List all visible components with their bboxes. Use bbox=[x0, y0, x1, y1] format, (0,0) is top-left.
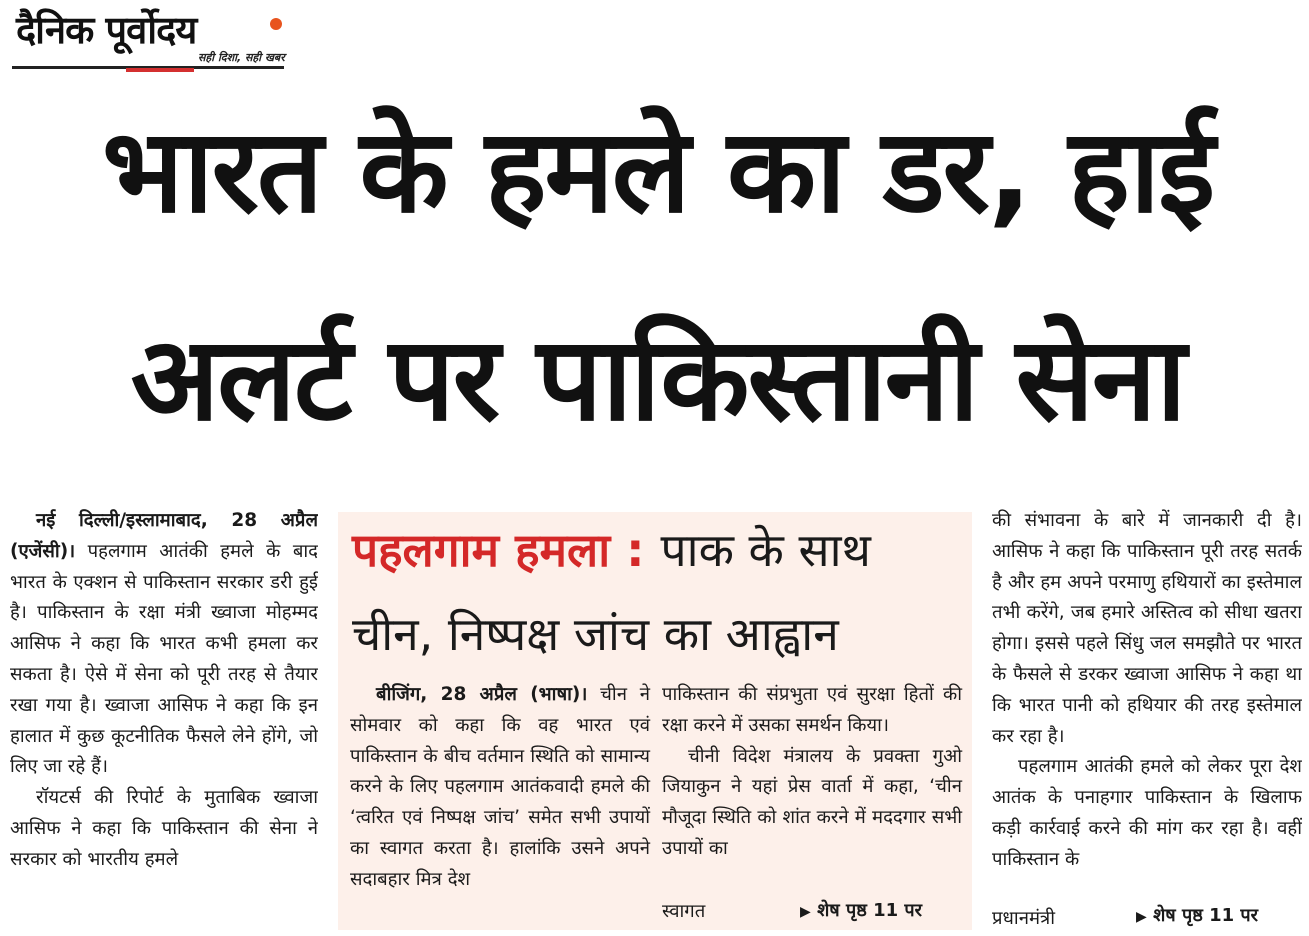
box-column-2 bbox=[662, 680, 962, 865]
right-para-1: की संभावना के बारे में जानकारी दी है। आसिफ ने कहा कि पाकिस्तान पूरी तरह सतर्क है और हम अपने परमाणु हथियारों का इस्तेमाल तभी करेंगे, जब हमारे अस्तित्व को सीधा खतरा होगा। इससे पहले सिंधु जल समझौते पर भारत के फैसले से डरकर ख्वाजा आसिफ ने कहा था कि भारत पानी को हथियार की तरह इस्तेमाल कर रहा है। bbox=[992, 510, 1302, 747]
newspaper-tagline: सही दिशा, सही खबर bbox=[198, 51, 285, 64]
newspaper-name: दैनिक पूर्वोदय bbox=[16, 8, 197, 52]
continued-label: शेष पृष्ठ 11 पर bbox=[817, 900, 922, 921]
subhead-rest: पाक के साथ bbox=[660, 523, 871, 577]
box-col1-text: चीन ने सोमवार को कहा कि वह भारत एवं पाकिस्तान के बीच वर्तमान स्थिति को सामान्य करने के लिए पहलगाम आतंकवादी हमले की ‘त्वरित एवं निष्पक्ष जांच’ समेत सभी उपायों का स्वागत करता है। हालांकि उसने अपने सदाबहार मित्र देश bbox=[350, 684, 650, 890]
box-col2-para-1: पाकिस्तान की संप्रभुता एवं सुरक्षा हितों की रक्षा करने में उसका समर्थन किया। bbox=[662, 684, 962, 736]
dateline: नई दिल्ली/इस्लामाबाद, 28 अप्रैल (एजेंसी)। bbox=[10, 510, 318, 562]
subhead-red: पहलगाम हमला : bbox=[352, 523, 645, 577]
left-para-2: रॉयटर्स की रिपोर्ट के मुताबिक ख्वाजा आसिफ ने कहा कि पाकिस्तान की सेना ने सरकार को भारतीय हमले bbox=[10, 787, 318, 870]
boxed-story bbox=[338, 512, 972, 930]
headline-line-2: अलर्ट पर पाकिस्तानी सेना bbox=[130, 312, 1185, 447]
logo-dot-icon bbox=[270, 18, 282, 30]
masthead-logo bbox=[12, 6, 284, 72]
subhead-line-2: चीन, निष्पक्ष जांच का आह्वान bbox=[352, 607, 839, 661]
right-para-2: पहलगाम आतंकी हमले को लेकर पूरा देश आतंक के पनाहगार पाकिस्तान के खिलाफ कड़ी कार्रवाई करने की मांग कर रहा है। वहीं पाकिस्तान के bbox=[992, 756, 1302, 870]
left-para-1-text: पहलगाम आतंकी हमले के बाद भारत के एक्शन से पाकिस्तान सरकार डरी हुई है। पाकिस्तान के रक्षा मंत्री ख्वाजा मोहम्मद आसिफ ने कहा कि भारत कभी हमला कर सकता है। ऐसे में सेना को पूरी तरह से तैयार रखा गया है। ख्वाजा आसिफ ने कहा कि इन हालात में कुछ कूटनीतिक फैसले लेने होंगे, जो लिए जा रहे हैं। bbox=[10, 540, 318, 778]
subhead-line-1 bbox=[352, 520, 871, 580]
triangle-right-icon: ▶ bbox=[1136, 909, 1147, 925]
box-column-1 bbox=[350, 680, 650, 896]
right-column bbox=[992, 506, 1302, 932]
triangle-right-icon: ▶ bbox=[800, 904, 811, 920]
left-para-1 bbox=[10, 506, 318, 783]
continued-link[interactable] bbox=[800, 898, 922, 922]
left-column bbox=[10, 506, 318, 932]
right-continued-link[interactable] bbox=[1136, 903, 1258, 927]
right-continued-label: शेष पृष्ठ 11 पर bbox=[1153, 905, 1258, 926]
headline-line-1: भारत के हमले का डर, हाई bbox=[101, 104, 1214, 239]
box-dateline: बीजिंग, 28 अप्रैल (भाषा)। bbox=[376, 684, 588, 705]
right-last-word: प्रधानमंत्री bbox=[992, 908, 1056, 929]
box-col1-para bbox=[350, 680, 650, 896]
box-col2-last-word: स्वागत bbox=[662, 901, 706, 922]
box-col2-para-2: चीनी विदेश मंत्रालय के प्रवक्ता गुओ जियाकुन ने यहां प्रेस वार्ता में कहा, ‘चीन मौजूदा स्थिति को शांत करने में मददगार सभी उपायों का bbox=[662, 745, 962, 859]
masthead-red-bar bbox=[126, 68, 194, 72]
